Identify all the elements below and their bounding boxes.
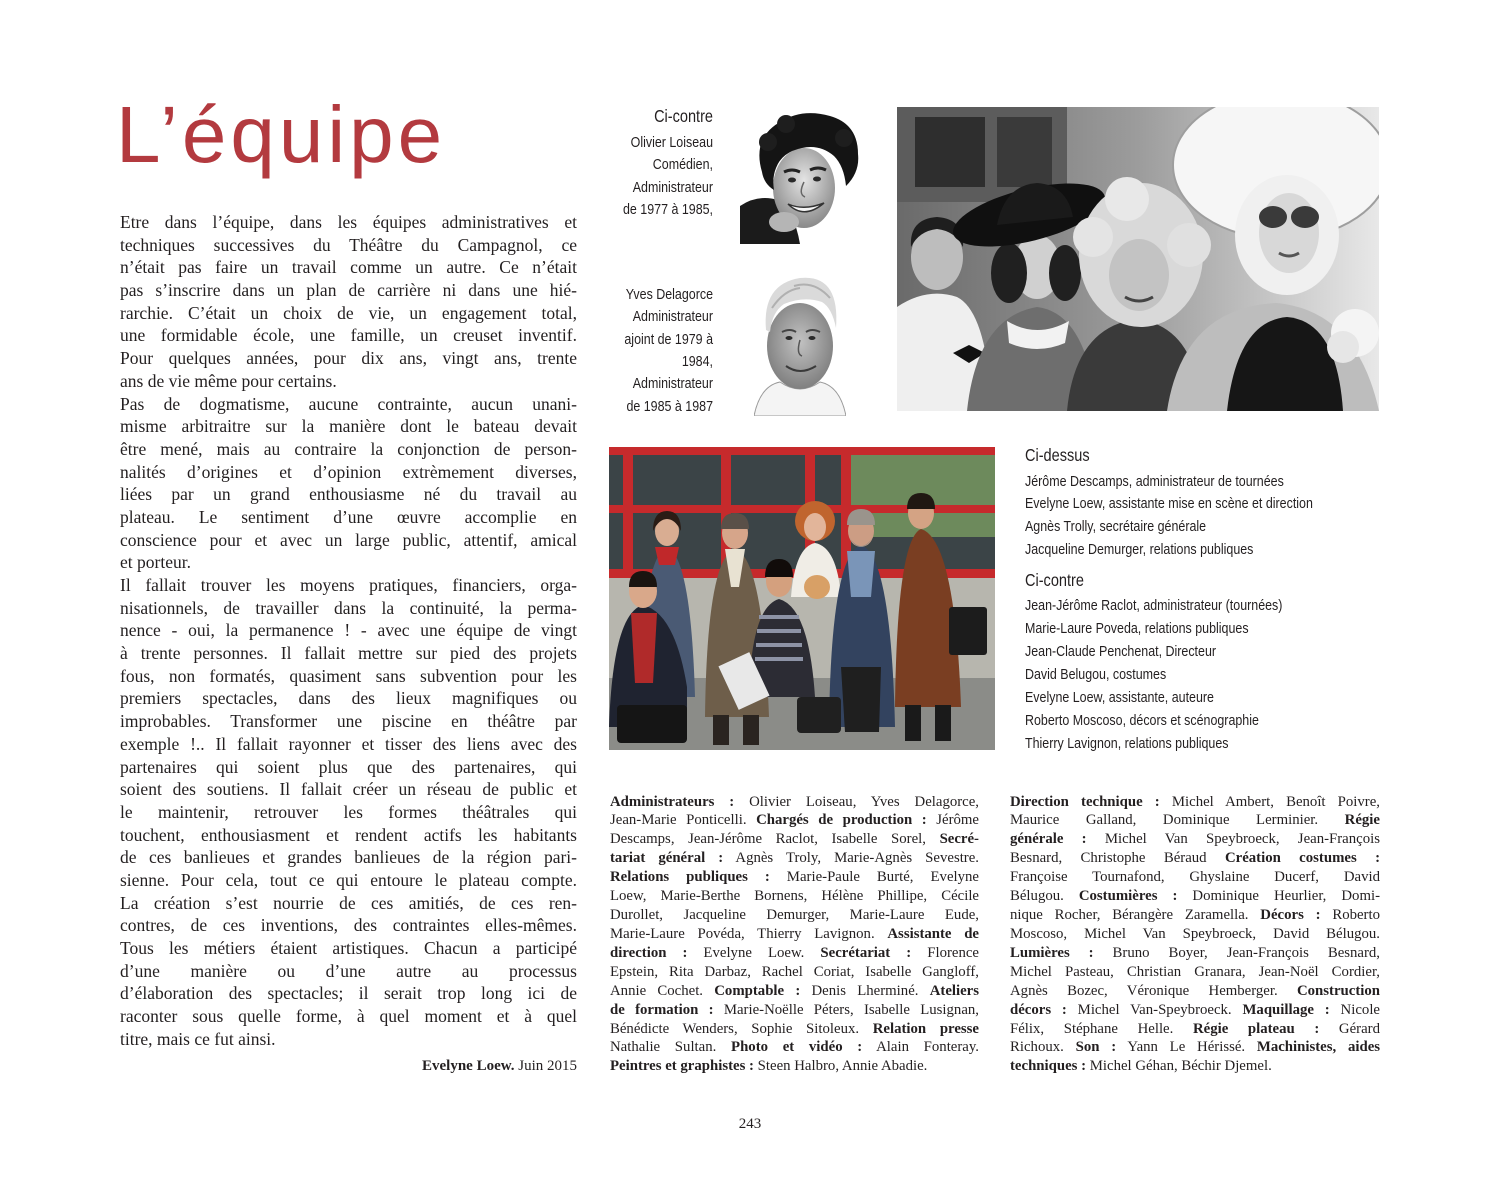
credit-line <box>610 963 979 982</box>
body-line: d’une manière ou d’une autre au processus <box>120 960 577 981</box>
credit-role: Costumières : <box>1078 888 1178 905</box>
body-line: nence - oui, la permanence ! - avec une équipe de vingt <box>120 620 577 641</box>
credit-line <box>1010 944 1380 963</box>
credit-role: de formation : <box>610 1001 714 1018</box>
credit-line <box>1010 887 1380 906</box>
caption-line: Evelyne Loew, assistante mise en scène et direction <box>1025 495 1313 513</box>
credit-names: Nicole <box>1329 1001 1380 1018</box>
credit-names: Agnès Bozec, Véronique Hemberger. <box>1010 982 1297 999</box>
credit-role: Construction <box>1296 982 1380 999</box>
photo-group-colour <box>609 447 995 750</box>
credit-names: Epstein, Rita Darbaz, Rachel Coriat, Isabelle Gangloff, <box>610 963 979 980</box>
body-line: raconter sous quelle forme, à quel moment et à quel <box>120 1006 577 1027</box>
credit-names: Michel Pasteau, Christian Granara, Jean-Noël Cordier, <box>1010 963 1380 980</box>
credit-line <box>610 830 979 849</box>
body-line: conscience pour et avec un large public, attentif, amical <box>120 529 577 550</box>
credit-line <box>1010 830 1380 849</box>
body-line: nalités d’origines et d’opinion extrèmement diverses, <box>120 461 577 482</box>
caption-lines <box>547 284 713 418</box>
credit-line <box>610 887 979 906</box>
credit-line <box>1010 963 1380 982</box>
credit-role: Ateliers <box>929 982 979 999</box>
credit-role: Peintres et graphistes : <box>610 1058 754 1075</box>
credit-names: Bélugou. <box>1010 888 1079 905</box>
page-title: L’équipe <box>116 90 447 179</box>
caption-line: Administrateur <box>632 308 713 326</box>
body-line: titre, mais ce fut ainsi. <box>120 1028 276 1049</box>
credit-role: générale : <box>1010 831 1087 848</box>
credit-names: Bruno Boyer, Jean-François Besnard, <box>1093 944 1380 961</box>
caption-line: Jean-Claude Penchenat, Directeur <box>1025 643 1217 661</box>
body-line: liées par un grand enthousiasme né du travail au <box>120 484 577 505</box>
credit-line <box>610 925 979 944</box>
credit-role: Relation presse <box>872 1020 979 1037</box>
caption-right <box>1025 443 1390 756</box>
body-line: pas s’inscrire dans un plan de carrière ni dans une hié- <box>120 280 577 301</box>
body-line: et porteur. <box>120 552 191 573</box>
credit-role: Secré- <box>939 831 979 848</box>
body-line: fous, non formatés, quasiment sans subvention pour les <box>120 665 577 686</box>
photo-group-black-and-white <box>897 107 1379 411</box>
body-line: Pour quelques années, pour dix ans, vingt ans, trente <box>120 348 577 369</box>
credit-role: Son : <box>1075 1039 1117 1056</box>
credit-names: Marie-Noëlle Péters, Isabelle Lusignan, <box>713 1001 979 1018</box>
credit-names: Françoise Tournafond, Ghyslaine Ducerf, David <box>1010 869 1380 886</box>
signature-date: Juin 2015 <box>514 1058 577 1074</box>
caption-line: ajoint de 1979 à <box>624 330 713 348</box>
caption-yves-delagorce <box>547 284 713 418</box>
body-paragraph <box>120 211 577 393</box>
credit-names: Loew, Marie-Berthe Bornens, Hélène Phillipe, Cécile <box>610 888 979 905</box>
body-line: d’élaboration des spectacles; il serait trop long ici de <box>120 983 577 1004</box>
body-paragraph <box>120 574 577 1050</box>
caption-olivier-loiseau <box>547 104 713 221</box>
body-line: La création s’est nourrie de ces amitiés, de ces ren- <box>120 892 577 913</box>
credit-names: Denis Lherminé. <box>800 982 930 999</box>
credit-line <box>610 1057 979 1076</box>
credit-role: Relations publiques : <box>610 869 770 886</box>
credit-names: Durollet, Jacqueline Demurger, Marie-Laure Eude, <box>610 907 979 924</box>
credit-names: Félix, Stéphane Helle. <box>1010 1020 1193 1037</box>
credit-names: Gérard <box>1319 1020 1380 1037</box>
credit-role: Décors : <box>1260 907 1321 924</box>
credit-role: techniques : <box>1010 1058 1087 1075</box>
credit-line <box>1010 811 1380 830</box>
credit-names: Michel Van Speybroeck, Jean-François <box>1086 831 1380 848</box>
credit-names: Alain Fonteray. <box>862 1039 979 1056</box>
body-line: premiers spectacles, dans des lieux magnifiques ou <box>120 688 577 709</box>
credit-role: direction : <box>610 944 688 961</box>
caption-line: Jacqueline Demurger, relations publiques <box>1025 541 1254 559</box>
credit-names: Agnès Troly, Marie-Agnès Sevestre. <box>723 850 979 867</box>
caption-line: Jérôme Descamps, administrateur de tournées <box>1025 472 1284 490</box>
credit-line <box>610 793 979 812</box>
credit-names: Olivier Loiseau, Yves Delagorce, <box>734 793 979 810</box>
body-paragraph <box>120 393 577 575</box>
body-line: contres, de ces inventions, des contraintes elles-mêmes. <box>120 915 577 936</box>
credit-names: Yann Le Hérissé. <box>1116 1039 1257 1056</box>
credit-line <box>610 982 979 1001</box>
caption-line: Administrateur <box>632 178 713 196</box>
caption-line: Agnès Trolly, secrétaire générale <box>1025 518 1207 536</box>
credit-role: Assistante de <box>887 925 979 942</box>
body-line: misme arbitraitre sur la manière dont le bateau devait <box>120 416 577 437</box>
credits-column-1 <box>610 793 979 1077</box>
caption-heading: Ci-contre <box>654 106 713 126</box>
credit-line <box>610 849 979 868</box>
caption-line: Yves Delagorce <box>625 285 713 303</box>
credit-names: Besnard, Christophe Béraud <box>1010 850 1225 867</box>
credit-role: Administrateurs : <box>610 793 735 810</box>
credit-names: Richoux. <box>1010 1039 1076 1056</box>
credit-names: Dominique Heurlier, Domi- <box>1177 888 1380 905</box>
caption-heading-opposite: Ci-contre <box>1025 569 1084 590</box>
body-line: plateau. Le sentiment d’une œuvre accomplie en <box>120 506 577 527</box>
caption-line: David Belugou, costumes <box>1025 666 1167 684</box>
photo-portrait-olivier-loiseau <box>740 108 860 244</box>
credit-names: Jérôme <box>926 812 979 829</box>
signature <box>120 1056 577 1076</box>
body-line: n’était pas faire un travail comme un autre. Ce n’était <box>120 257 577 278</box>
credit-names: Moscoso, Michel Van Speybroeck, David Bélugou. <box>1010 925 1380 942</box>
credit-role: décors : <box>1010 1001 1067 1018</box>
body-line: à trente personnes. Il fallait mettre sur pied des projets <box>120 643 577 664</box>
caption-line: Administrateur <box>632 375 713 393</box>
body-line: de ces banlieues et grandes banlieues de la région pari- <box>120 847 577 868</box>
caption-line: Thierry Lavignon, relations publiques <box>1025 734 1229 752</box>
credit-line <box>610 944 979 963</box>
body-line: Il fallait trouver les moyens pratiques, financiers, orga- <box>120 575 577 595</box>
credit-names: Marie-Paule Burté, Evelyne <box>769 869 979 886</box>
credit-line <box>1010 906 1380 925</box>
body-line: une formidable école, une famille, un creuset inventif. <box>120 325 577 346</box>
body-line: être mené, mais au contraire la conjonction de person- <box>120 438 577 459</box>
credit-names: Michel Ambert, Benoît Poivre, <box>1159 793 1380 810</box>
credit-names: Nathalie Sultan. <box>610 1039 732 1056</box>
body-line: improbables. Transformer une piscine en théâtre par <box>120 711 577 732</box>
credit-line <box>1010 1001 1380 1020</box>
credit-line <box>610 868 979 887</box>
caption-line: Marie-Laure Poveda, relations publiques <box>1025 620 1249 638</box>
credit-role: Chargés de production : <box>756 812 927 829</box>
caption-line: Roberto Moscoso, décors et scénographie <box>1025 711 1259 729</box>
caption-lines <box>547 132 713 222</box>
body-line: ans de vie même pour certains. <box>120 370 337 391</box>
caption-line: Comédien, <box>652 156 713 174</box>
credit-names: Bénédicte Wenders, Sophie Sitoleux. <box>610 1020 873 1037</box>
body-line: Etre dans l’équipe, dans les équipes administratives et <box>120 212 577 232</box>
credit-role: Secrétariat : <box>820 944 912 961</box>
credit-names: Jean-Marie Ponticelli. <box>610 812 757 829</box>
credit-role: Régie <box>1344 812 1380 829</box>
credit-role: Comptable : <box>714 982 801 999</box>
credit-line <box>1010 793 1380 812</box>
caption-line: de 1985 à 1987 <box>626 397 713 415</box>
body-line: nisationnels, de travailler dans la continuité, la perma- <box>120 597 577 618</box>
credit-line <box>1010 925 1380 944</box>
body-line: Pas de dogmatisme, aucune contrainte, aucun unani- <box>120 393 577 414</box>
body-line: rarchie. C’était un choix de vie, un engagement total, <box>120 302 577 323</box>
credit-line <box>1010 1038 1380 1057</box>
body-line: techniques successives du Théâtre du Campagnol, ce <box>120 234 577 255</box>
body-line: Tous les métiers étaient artistiques. Chacun a participé <box>120 938 577 958</box>
credit-role: Machinistes, aides <box>1256 1039 1380 1056</box>
credit-names: Michel Van-Speybroeck. <box>1066 1001 1243 1018</box>
caption-heading-above: Ci-dessus <box>1025 445 1090 465</box>
credit-line <box>1010 849 1380 868</box>
credit-names: Michel Géhan, Béchir Djemel. <box>1086 1058 1272 1075</box>
credit-line <box>610 1001 979 1020</box>
body-line: soient des soutiens. Il fallait créer un réseau de public et <box>120 779 577 800</box>
credit-role: Photo et vidéo : <box>731 1039 863 1056</box>
credit-role: Maquillage : <box>1242 1001 1330 1018</box>
credit-line <box>1010 982 1380 1001</box>
credit-names: Steen Halbro, Annie Abadie. <box>753 1058 928 1075</box>
caption-line: de 1977 à 1985, <box>622 200 713 218</box>
credit-role: Régie plateau : <box>1192 1020 1320 1037</box>
credit-names: Maurice Galland, Dominique Lerminier. <box>1010 812 1345 829</box>
body-line: sienne. Pour cela, tout ce qui entoure le plateau compte. <box>120 869 577 890</box>
body-line: touchent, enthousiasment et rendent actifs les habitants <box>120 824 577 845</box>
credit-line <box>610 1038 979 1057</box>
credit-names: Marie-Laure Povéda, Thierry Lavignon. <box>610 925 888 942</box>
credit-names: Florence <box>911 944 979 961</box>
credit-line <box>610 1020 979 1039</box>
credit-names: Descamps, Jean-Jérôme Raclot, Isabelle Sorel, <box>610 831 940 848</box>
body-line: partenaires qui soient plus que des partenaires, qui <box>120 756 577 777</box>
body-line: exemple !.. Il fallait rayonner et tisser des liens avec des <box>120 733 577 754</box>
caption-lines-opposite <box>1025 595 1390 755</box>
caption-line: Olivier Loiseau <box>630 133 713 151</box>
caption-lines-above <box>1025 471 1390 563</box>
credit-names: nique Rocher, Bérangère Zaramella. <box>1010 907 1261 924</box>
caption-line: Evelyne Loew, assistante, auteure <box>1025 689 1214 707</box>
credit-names: Roberto <box>1320 907 1380 924</box>
signature-author: Evelyne Loew. <box>421 1058 515 1074</box>
credit-line <box>610 906 979 925</box>
credit-line <box>1010 1057 1380 1076</box>
caption-line: 1984, <box>681 352 713 370</box>
caption-line: Jean-Jérôme Raclot, administrateur (tournées) <box>1025 597 1283 615</box>
credit-line <box>1010 868 1380 887</box>
body-line: le maintenir, retrouver les formes théâtrales qui <box>120 801 577 822</box>
credit-line <box>1010 1020 1380 1039</box>
credit-role: Lumières : <box>1010 944 1094 961</box>
credit-role: tariat général : <box>610 850 724 867</box>
credit-role: Direction technique : <box>1010 793 1160 810</box>
credit-line <box>610 811 979 830</box>
credit-role: Création costumes : <box>1224 850 1380 867</box>
credit-names: Annie Cochet. <box>610 982 715 999</box>
page-number: 243 <box>738 1116 762 1132</box>
credit-names: Evelyne Loew. <box>687 944 821 961</box>
credits-column-2 <box>1010 793 1380 1077</box>
body-text <box>120 211 577 1050</box>
photo-portrait-yves-delagorce <box>754 268 846 416</box>
